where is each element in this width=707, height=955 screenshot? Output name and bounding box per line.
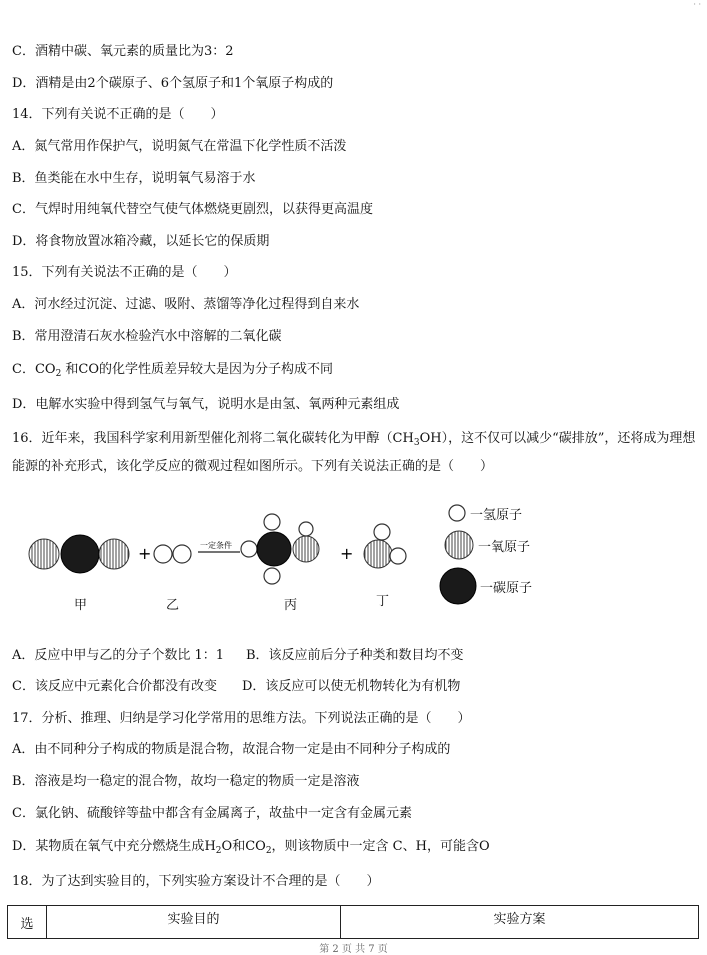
h2o-h: H bbox=[204, 839, 216, 854]
oxygen-legend-icon bbox=[442, 528, 476, 562]
q16-option-b: B．该反应前后分子种类和数目均不变 bbox=[246, 648, 464, 663]
methanol-subscript: 3 bbox=[413, 438, 420, 448]
co2-subscript: 2 bbox=[265, 846, 272, 856]
hydrogen-atom bbox=[264, 514, 280, 530]
table-header-row bbox=[8, 906, 699, 939]
q17-option-b: B．溶液是均一稳定的混合物，故均一稳定的物质一定是溶液 bbox=[12, 774, 360, 789]
q17-option-c: C．氯化钠、硫酸锌等盐中都含有金属离子，故盐中一定含有金属元素 bbox=[12, 806, 412, 821]
q15-c-rest: 和CO的化学性质差异较大是因为分子构成不同 bbox=[61, 362, 334, 377]
q15-c-prefix: C． bbox=[12, 362, 35, 377]
header-option: 选 bbox=[8, 906, 47, 939]
q17-d-prefix: D．某物质在氧气中充分燃烧生成 bbox=[12, 839, 205, 854]
experiment-table bbox=[7, 905, 699, 939]
plus-sign: + bbox=[138, 544, 152, 563]
hydrogen-atom bbox=[264, 568, 280, 584]
q14-option-c: C．气焊时用纯氧代替空气使气体燃烧更剧烈，以获得更高温度 bbox=[12, 202, 373, 217]
q16-stem-a: 16．近年来，我国科学家利用新型催化剂将二氧化碳转化为甲醇（ bbox=[12, 431, 393, 446]
plus-sign: + bbox=[340, 544, 354, 563]
hydrogen-atom bbox=[374, 524, 390, 540]
q14-option-d: D．将食物放置冰箱冷藏，以延长它的保质期 bbox=[12, 234, 270, 249]
hydrogen-atom bbox=[173, 545, 191, 563]
q17-option-d bbox=[12, 838, 490, 860]
co2-formula: CO bbox=[34, 362, 56, 377]
molecule-bing bbox=[241, 514, 319, 584]
h2o-o: O bbox=[221, 839, 233, 854]
q14-option-a: A．氮气常用作保护气，说明氮气在常温下化学性质不活泼 bbox=[12, 139, 347, 154]
q13-option-c: C．酒精中碳、氧元素的质量比为3：2 bbox=[12, 44, 234, 59]
molecule-jia bbox=[29, 535, 129, 573]
label-ding: 丁 bbox=[376, 594, 390, 609]
q17-d-rest: ，则该物质中一定含 C、H，可能含O bbox=[271, 839, 490, 854]
q15-option-a: A．河水经过沉淀、过滤、吸附、蒸馏等净化过程得到自来水 bbox=[12, 297, 360, 312]
oxygen-atom bbox=[29, 539, 59, 569]
q14-stem: 14．下列有关说不正确的是（ ） bbox=[12, 107, 224, 122]
corner-mark: · · bbox=[693, 0, 701, 9]
reaction-svg bbox=[22, 492, 412, 592]
q15-option-b: B．常用澄清石灰水检验汽水中溶解的二氧化碳 bbox=[12, 329, 282, 344]
hydrogen-atom bbox=[299, 522, 313, 536]
header-plan: 实验方案 bbox=[341, 906, 699, 939]
oxygen-atom bbox=[364, 540, 392, 568]
label-yi: 乙 bbox=[166, 598, 180, 613]
q17-d-and: 和 bbox=[232, 839, 246, 854]
label-bing: 丙 bbox=[284, 598, 298, 613]
hydrogen-atom bbox=[154, 545, 172, 563]
carbon-legend-icon bbox=[438, 566, 478, 606]
co2-formula: CO bbox=[245, 839, 266, 854]
hydrogen-atom bbox=[390, 548, 406, 564]
q13-option-d: D．酒精是由2个碳原子、6个氢原子和1个氧原子构成的 bbox=[12, 76, 334, 91]
oxygen-atom bbox=[293, 536, 319, 562]
q16-option-d: D．该反应可以使无机物转化为有机物 bbox=[242, 679, 461, 694]
q16-option-a: A．反应中甲与乙的分子个数比 1：1 bbox=[12, 648, 225, 663]
methanol-oh: OH bbox=[419, 431, 442, 446]
legend-oxygen: 一氧原子 bbox=[442, 528, 530, 562]
label-jia: 甲 bbox=[74, 598, 88, 613]
q17-stem: 17．分析、推理、归纳是学习化学常用的思维方法。下列说法正确的是（ ） bbox=[12, 711, 471, 726]
q16-stem bbox=[12, 427, 700, 479]
q18-stem: 18．为了达到实验目的，下列实验方案设计不合理的是（ ） bbox=[12, 874, 380, 889]
q15-stem: 15．下列有关说法不正确的是（ ） bbox=[12, 265, 237, 280]
hydrogen-legend-icon bbox=[446, 502, 468, 524]
q14-option-b: B．鱼类能在水中生存，说明氧气易溶于水 bbox=[12, 171, 256, 186]
h2o-subscript: 2 bbox=[215, 846, 222, 856]
q15-option-d: D．电解水实验中得到氢气与氧气，说明水是由氢、氧两种元素组成 bbox=[12, 397, 400, 412]
legend-hydrogen: 一氢原子 bbox=[446, 502, 522, 524]
reaction-condition: 一定条件 bbox=[200, 541, 232, 550]
molecule-yi bbox=[154, 545, 191, 563]
q16-stem-b: ），这不仅可以减少“碳排放”，还将成为理想能源的补充形式，该化学反应的微观过程如图所示。下列有关说法正确的是（ ） bbox=[12, 431, 696, 474]
q17-option-a: A．由不同种分子构成的物质是混合物，故混合物一定是由不同种分子构成的 bbox=[12, 742, 451, 757]
header-purpose: 实验目的 bbox=[47, 906, 341, 939]
carbon-atom bbox=[257, 532, 291, 566]
q15-option-c bbox=[12, 361, 333, 383]
methanol-ch: CH bbox=[392, 431, 414, 446]
oxygen-atom bbox=[99, 539, 129, 569]
molecule-ding bbox=[364, 524, 406, 568]
q16-option-c: C．该反应中元素化合价都没有改变 bbox=[12, 679, 217, 694]
legend-carbon: 一碳原子 bbox=[438, 566, 532, 606]
co2-subscript: 2 bbox=[55, 369, 62, 379]
page-footer: 第 2 页 共 7 页 bbox=[319, 944, 388, 955]
carbon-atom bbox=[61, 535, 99, 573]
hydrogen-atom bbox=[241, 541, 257, 557]
